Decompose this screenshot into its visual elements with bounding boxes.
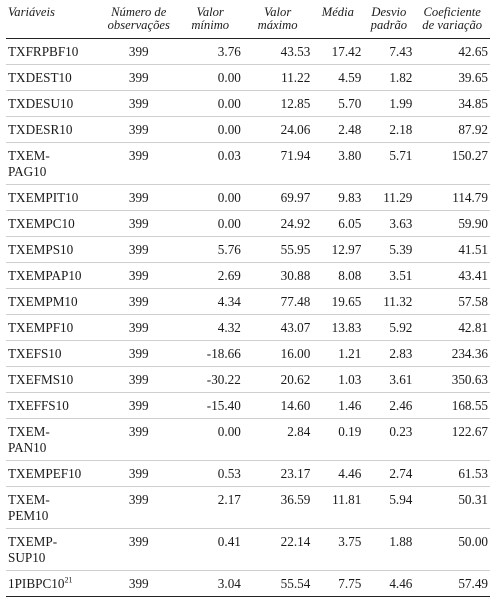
cell-min: [178, 419, 243, 461]
cell-min-text: 0.00: [217, 216, 241, 231]
cell-sd-text: 1.88: [389, 534, 413, 549]
cell-mean: [312, 315, 363, 341]
cell-observations: [100, 65, 178, 91]
cell-max: [243, 91, 312, 117]
cell-sd: [363, 393, 414, 419]
cell-mean-text: 4.59: [338, 70, 362, 85]
cell-cv: [414, 65, 490, 91]
cell-variable: [6, 393, 100, 419]
cell-min-text: 3.76: [217, 44, 241, 59]
table-row: [6, 143, 490, 185]
cell-observations: [100, 571, 178, 597]
cell-observations-text: 399: [128, 576, 149, 591]
cell-variable: [6, 117, 100, 143]
cell-min-text: 0.41: [217, 534, 241, 549]
header-max: Valor máximo: [257, 5, 298, 32]
cell-mean: [312, 185, 363, 211]
table-row: [6, 461, 490, 487]
cell-sd-text: 11.29: [383, 190, 413, 205]
cell-max: [243, 289, 312, 315]
cell-variable: [6, 185, 100, 211]
cell-max-text: 23.17: [280, 466, 311, 481]
cell-observations-text: 399: [128, 398, 149, 413]
cell-min: [178, 211, 243, 237]
cell-cv: [414, 529, 490, 571]
cell-mean-text: 9.83: [338, 190, 362, 205]
cell-cv-text: 87.92: [458, 122, 488, 137]
cell-min: [178, 341, 243, 367]
header-variable: Variáveis: [8, 5, 55, 19]
cell-cv-text: 350.63: [451, 372, 488, 387]
cell-observations: [100, 237, 178, 263]
cell-sd-text: 1.99: [389, 96, 413, 111]
cell-sd-text: 3.63: [389, 216, 413, 231]
cell-max-text: 2.84: [287, 424, 311, 439]
cell-min-text: 0.00: [217, 424, 241, 439]
cell-observations: [100, 419, 178, 461]
cell-mean: [312, 341, 363, 367]
cell-mean: [312, 487, 363, 529]
cell-min: [178, 143, 243, 185]
cell-variable-text: TXEFS10: [8, 346, 62, 361]
cell-sd-text: 1.82: [389, 70, 413, 85]
cell-sd-text: 7.43: [389, 44, 413, 59]
cell-observations-text: 399: [128, 492, 149, 507]
cell-max: [243, 393, 312, 419]
cell-min-text: 2.17: [217, 492, 241, 507]
cell-mean-text: 13.83: [331, 320, 362, 335]
table-row: [6, 367, 490, 393]
cell-variable-text: TXEMPC10: [8, 216, 75, 231]
cell-cv: [414, 315, 490, 341]
cell-variable-text: TXEMPS10: [8, 242, 74, 257]
cell-max-text: 77.48: [280, 294, 311, 309]
cell-sd-text: 5.71: [389, 148, 413, 163]
cell-variable-text: TXEMPAP10: [8, 268, 82, 283]
cell-min-text: 0.00: [217, 96, 241, 111]
header-sd: Desvio padrão: [370, 5, 408, 32]
cell-observations: [100, 341, 178, 367]
cell-sd: [363, 341, 414, 367]
cell-cv: [414, 91, 490, 117]
cell-max: [243, 263, 312, 289]
cell-sd: [363, 529, 414, 571]
header-row: [6, 0, 490, 39]
cell-max-text: 43.07: [280, 320, 311, 335]
cell-max-text: 55.54: [280, 576, 311, 591]
cell-variable-text: TXDEST10: [8, 70, 72, 85]
cell-mean: [312, 65, 363, 91]
cell-cv: [414, 487, 490, 529]
cell-observations-text: 399: [128, 216, 149, 231]
cell-observations-text: 399: [128, 466, 149, 481]
cell-cv: [414, 393, 490, 419]
cell-mean: [312, 529, 363, 571]
cell-mean-text: 1.03: [338, 372, 362, 387]
cell-min: [178, 315, 243, 341]
cell-cv-text: 61.53: [458, 466, 488, 481]
cell-min-text: 2.69: [217, 268, 241, 283]
cell-observations: [100, 487, 178, 529]
cell-sd: [363, 263, 414, 289]
cell-max: [243, 341, 312, 367]
cell-mean-text: 3.80: [338, 148, 362, 163]
cell-min-text: 4.34: [217, 294, 241, 309]
cell-sd: [363, 237, 414, 263]
cell-min-text: 0.00: [217, 70, 241, 85]
cell-cv: [414, 237, 490, 263]
cell-min-text: -30.22: [206, 372, 241, 387]
cell-max: [243, 117, 312, 143]
cell-cv: [414, 263, 490, 289]
cell-cv: [414, 341, 490, 367]
cell-variable-text: TXDESU10: [8, 96, 74, 111]
cell-variable: [6, 315, 100, 341]
cell-max-text: 36.59: [280, 492, 311, 507]
cell-max-text: 22.14: [280, 534, 311, 549]
cell-variable-text: TXEMPEF10: [8, 466, 82, 481]
cell-variable: [6, 263, 100, 289]
cell-cv-text: 42.65: [458, 44, 488, 59]
cell-cv: [414, 211, 490, 237]
cell-cv: [414, 39, 490, 65]
cell-observations: [100, 393, 178, 419]
cell-sd: [363, 211, 414, 237]
cell-variable: [6, 487, 100, 529]
cell-min-text: 0.00: [217, 122, 241, 137]
cell-mean-text: 5.70: [338, 96, 362, 111]
cell-observations-text: 399: [128, 372, 149, 387]
cell-min-text: -18.66: [206, 346, 241, 361]
header-observations: Número de observações: [107, 5, 170, 32]
cell-sd-text: 4.46: [389, 576, 413, 591]
cell-max-text: 71.94: [280, 148, 311, 163]
cell-sd-text: 11.32: [383, 294, 413, 309]
cell-variable-text: TXEM- PAN10: [8, 424, 50, 455]
cell-observations: [100, 211, 178, 237]
table-row: [6, 211, 490, 237]
cell-variable: [6, 211, 100, 237]
cell-observations-text: 399: [128, 190, 149, 205]
cell-max-text: 14.60: [280, 398, 311, 413]
cell-mean: [312, 461, 363, 487]
cell-mean-text: 1.21: [338, 346, 362, 361]
cell-variable: [6, 91, 100, 117]
cell-variable-text: TXDESR10: [8, 122, 73, 137]
cell-variable: [6, 237, 100, 263]
cell-min: [178, 237, 243, 263]
cell-sd-text: 3.51: [389, 268, 413, 283]
cell-sd: [363, 143, 414, 185]
cell-mean-text: 0.19: [338, 424, 362, 439]
cell-max: [243, 237, 312, 263]
cell-max: [243, 461, 312, 487]
cell-min: [178, 367, 243, 393]
cell-min: [178, 289, 243, 315]
cell-mean: [312, 419, 363, 461]
cell-variable: [6, 461, 100, 487]
cell-variable-text: TXEMPM10: [8, 294, 78, 309]
cell-min: [178, 65, 243, 91]
cell-min: [178, 263, 243, 289]
cell-observations-text: 399: [128, 424, 149, 439]
cell-min: [178, 117, 243, 143]
cell-min: [178, 393, 243, 419]
table-row: [6, 529, 490, 571]
cell-max: [243, 315, 312, 341]
table-body: [6, 39, 490, 597]
cell-max: [243, 143, 312, 185]
cell-observations-text: 399: [128, 122, 149, 137]
table-row: [6, 39, 490, 65]
table-row: [6, 91, 490, 117]
header-mean: Média: [321, 5, 354, 19]
cell-cv: [414, 367, 490, 393]
cell-min-text: 0.00: [217, 190, 241, 205]
cell-cv-text: 114.79: [452, 190, 488, 205]
cell-min-text: 3.04: [217, 576, 241, 591]
cell-cv-text: 59.90: [458, 216, 488, 231]
cell-max-text: 24.92: [280, 216, 311, 231]
cell-cv-text: 150.27: [451, 148, 488, 163]
cell-cv-text: 168.55: [451, 398, 488, 413]
cell-observations: [100, 143, 178, 185]
cell-mean-text: 17.42: [331, 44, 362, 59]
cell-variable: [6, 341, 100, 367]
cell-mean-text: 19.65: [331, 294, 362, 309]
cell-cv-text: 43.41: [458, 268, 488, 283]
cell-cv-text: 50.31: [458, 492, 488, 507]
cell-mean: [312, 289, 363, 315]
cell-sd: [363, 419, 414, 461]
cell-mean: [312, 263, 363, 289]
cell-max-text: 20.62: [280, 372, 311, 387]
cell-sd: [363, 117, 414, 143]
cell-cv-text: 234.36: [451, 346, 488, 361]
cell-sd-text: 5.92: [389, 320, 413, 335]
cell-variable: [6, 367, 100, 393]
cell-max-text: 16.00: [280, 346, 311, 361]
cell-max: [243, 571, 312, 597]
cell-sd: [363, 487, 414, 529]
cell-cv: [414, 461, 490, 487]
table-row: [6, 419, 490, 461]
cell-max: [243, 185, 312, 211]
cell-max-text: 69.97: [280, 190, 311, 205]
cell-min: [178, 91, 243, 117]
cell-mean-text: 1.46: [338, 398, 362, 413]
cell-observations: [100, 289, 178, 315]
cell-variable: [6, 65, 100, 91]
cell-variable-text: TXEMPIT10: [8, 190, 79, 205]
cell-observations-text: 399: [128, 268, 149, 283]
table-row: [6, 341, 490, 367]
cell-variable: [6, 289, 100, 315]
cell-mean-text: 4.46: [338, 466, 362, 481]
cell-mean: [312, 39, 363, 65]
cell-max-text: 43.53: [280, 44, 311, 59]
cell-cv-text: 41.51: [458, 242, 488, 257]
cell-cv: [414, 185, 490, 211]
cell-variable-text: TXEMPF10: [8, 320, 74, 335]
cell-max: [243, 211, 312, 237]
cell-cv-text: 122.67: [451, 424, 488, 439]
cell-sd-text: 2.46: [389, 398, 413, 413]
cell-variable-text: TXEFFS10: [8, 398, 69, 413]
cell-sd-text: 0.23: [389, 424, 413, 439]
cell-variable-text: TXFRPBF10: [8, 44, 79, 59]
table-row: [6, 571, 490, 597]
cell-cv-text: 42.81: [458, 320, 488, 335]
cell-mean: [312, 367, 363, 393]
cell-max: [243, 529, 312, 571]
cell-observations-text: 399: [128, 70, 149, 85]
cell-max: [243, 367, 312, 393]
cell-max-text: 24.06: [280, 122, 311, 137]
cell-variable-text: TXEM- PAG10: [8, 148, 50, 179]
cell-observations-text: 399: [128, 44, 149, 59]
cell-variable: [6, 39, 100, 65]
cell-sd-text: 5.39: [389, 242, 413, 257]
cell-cv-text: 50.00: [458, 534, 488, 549]
cell-observations-text: 399: [128, 96, 149, 111]
cell-sd-text: 2.18: [389, 122, 413, 137]
cell-cv: [414, 289, 490, 315]
table-row: [6, 289, 490, 315]
cell-mean-text: 12.97: [331, 242, 362, 257]
cell-sd: [363, 315, 414, 341]
cell-max-text: 11.22: [281, 70, 311, 85]
cell-variable: [6, 571, 100, 597]
cell-max: [243, 65, 312, 91]
cell-sd: [363, 367, 414, 393]
cell-mean-text: 7.75: [338, 576, 362, 591]
cell-min: [178, 461, 243, 487]
cell-variable-text: TXEM- PEM10: [8, 492, 50, 523]
cell-observations: [100, 367, 178, 393]
table-row: [6, 185, 490, 211]
cell-sd-text: 2.83: [389, 346, 413, 361]
cell-sd: [363, 91, 414, 117]
table-row: [6, 315, 490, 341]
cell-observations-text: 399: [128, 148, 149, 163]
cell-mean-text: 3.75: [338, 534, 362, 549]
cell-cv-text: 34.85: [458, 96, 488, 111]
cell-sd: [363, 289, 414, 315]
footnote-marker: 21: [64, 575, 73, 585]
cell-cv-text: 57.58: [458, 294, 488, 309]
cell-observations: [100, 185, 178, 211]
cell-mean: [312, 237, 363, 263]
cell-sd-text: 5.94: [389, 492, 413, 507]
cell-min: [178, 571, 243, 597]
cell-min-text: 5.76: [217, 242, 241, 257]
cell-min-text: 0.03: [217, 148, 241, 163]
cell-observations-text: 399: [128, 346, 149, 361]
table-row: [6, 65, 490, 91]
descriptive-statistics-table: [6, 0, 490, 597]
cell-mean-text: 11.81: [332, 492, 362, 507]
cell-observations: [100, 529, 178, 571]
table-row: [6, 237, 490, 263]
cell-max-text: 12.85: [280, 96, 311, 111]
cell-min: [178, 185, 243, 211]
cell-observations: [100, 315, 178, 341]
cell-cv: [414, 117, 490, 143]
cell-min-text: 0.53: [217, 466, 241, 481]
cell-mean: [312, 117, 363, 143]
cell-mean: [312, 393, 363, 419]
cell-sd-text: 3.61: [389, 372, 413, 387]
cell-sd: [363, 65, 414, 91]
cell-observations-text: 399: [128, 242, 149, 257]
cell-variable: [6, 529, 100, 571]
cell-observations: [100, 91, 178, 117]
cell-sd: [363, 185, 414, 211]
cell-max-text: 30.88: [280, 268, 311, 283]
cell-observations: [100, 39, 178, 65]
header-min: Valor mínimo: [191, 5, 230, 32]
cell-observations: [100, 117, 178, 143]
cell-cv: [414, 419, 490, 461]
table-row: [6, 487, 490, 529]
cell-sd: [363, 571, 414, 597]
cell-mean: [312, 143, 363, 185]
cell-cv-text: 39.65: [458, 70, 488, 85]
cell-variable: [6, 419, 100, 461]
cell-variable-text: 1PIBPC10: [8, 576, 65, 591]
cell-mean-text: 2.48: [338, 122, 362, 137]
cell-mean: [312, 571, 363, 597]
cell-cv: [414, 571, 490, 597]
cell-mean: [312, 211, 363, 237]
cell-min: [178, 487, 243, 529]
cell-max: [243, 419, 312, 461]
cell-min: [178, 39, 243, 65]
cell-observations-text: 399: [128, 320, 149, 335]
table-row: [6, 263, 490, 289]
cell-observations: [100, 263, 178, 289]
table-row: [6, 117, 490, 143]
header-cv: Coeficiente de variação: [422, 5, 483, 32]
table-header: [6, 0, 490, 39]
cell-cv: [414, 143, 490, 185]
cell-variable-text: TXEFMS10: [8, 372, 74, 387]
cell-sd-text: 2.74: [389, 466, 413, 481]
cell-cv-text: 57.49: [458, 576, 488, 591]
cell-mean: [312, 91, 363, 117]
cell-max: [243, 487, 312, 529]
cell-min-text: -15.40: [206, 398, 241, 413]
cell-mean-text: 6.05: [338, 216, 362, 231]
cell-max: [243, 39, 312, 65]
cell-min-text: 4.32: [217, 320, 241, 335]
cell-observations: [100, 461, 178, 487]
cell-min: [178, 529, 243, 571]
cell-variable: [6, 143, 100, 185]
cell-variable-text: TXEMP- SUP10: [8, 534, 58, 565]
cell-observations-text: 399: [128, 534, 149, 549]
cell-sd: [363, 39, 414, 65]
cell-max-text: 55.95: [280, 242, 311, 257]
cell-sd: [363, 461, 414, 487]
table-row: [6, 393, 490, 419]
cell-observations-text: 399: [128, 294, 149, 309]
cell-mean-text: 8.08: [338, 268, 362, 283]
